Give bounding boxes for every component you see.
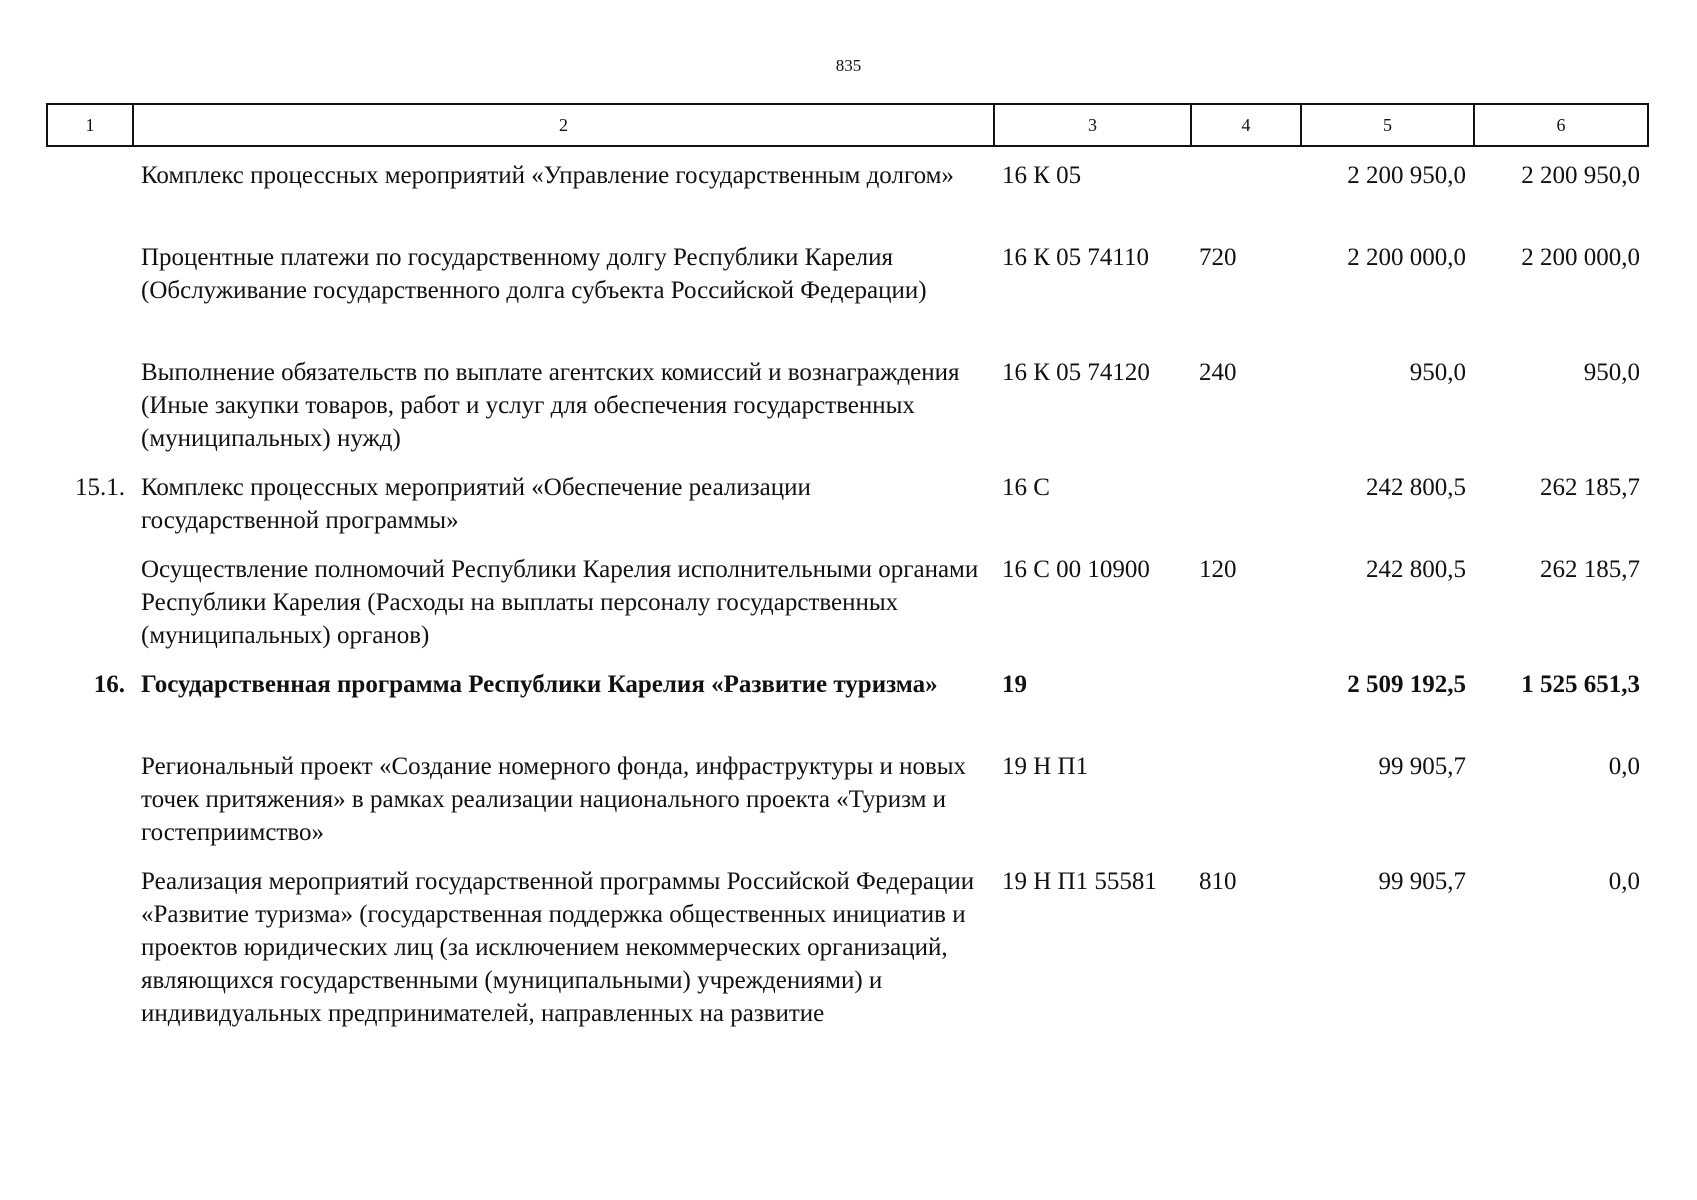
row-sum-1: 2 200 950,0 [1347,162,1466,189]
row-expense-type: 120 [1199,556,1237,583]
row-code: 19 [1002,671,1027,698]
row-code: 16 С 00 10900 [1002,556,1150,583]
row-sum-2: 262 185,7 [1540,474,1640,501]
row-number [47,541,133,656]
row-sum-1: 950,0 [1409,359,1466,386]
header-col-4: 4 [1191,104,1301,146]
row-number [47,853,133,1061]
row-number [47,229,133,344]
header-col-3: 3 [994,104,1191,146]
row-code: 16 К 05 74110 [1002,244,1149,271]
row-code: 16 С [1002,474,1050,501]
row-number: 16. [93,671,125,698]
row-sum-1: 99 905,7 [1378,753,1466,780]
row-sum-1: 242 800,5 [1366,474,1466,501]
row-expense-type: 720 [1199,244,1237,271]
row-code: 19 Н П1 [1002,753,1089,780]
row-expense-type [1191,656,1301,738]
row-sum-2: 1 525 651,3 [1521,671,1640,698]
row-number: 15.1. [75,474,125,501]
table-row [47,344,1648,459]
row-sum-1: 2 200 000,0 [1347,244,1466,271]
row-name: Реализация мероприятий государственной программы Российской Федерации «Развитие туризма» (государственная поддержка общественных инициатив и проектов юридических лиц (за исключением некоммерческих организаций, являющихся государственными (муниципальными) учреждениями) и индивидуальных предпринимателей, направленных на развитие [141,868,975,1027]
table-row-program [47,656,1648,738]
row-expense-type: 810 [1199,868,1237,895]
table-row [47,853,1648,1061]
row-code: 16 К 05 [1002,162,1082,189]
table-row [47,229,1648,344]
table-body [47,146,1648,1061]
row-name: Государственная программа Республики Карелия «Развитие туризма» [141,671,938,698]
row-sum-2: 0,0 [1608,868,1640,895]
budget-table [46,103,1649,1061]
row-number [47,738,133,853]
header-col-1: 1 [47,104,133,146]
row-code: 19 Н П1 55581 [1002,868,1157,895]
header-row [47,104,1648,146]
header-col-2: 2 [133,104,994,146]
table-row [47,541,1648,656]
row-expense-type [1191,146,1301,229]
row-sum-2: 262 185,7 [1540,556,1640,583]
page-number: 835 [835,56,862,75]
row-expense-type [1191,738,1301,853]
table-row [47,738,1648,853]
row-sum-2: 2 200 000,0 [1521,244,1640,271]
row-name: Комплекс процессных мероприятий «Обеспечение реализации государственной программы» [141,474,811,534]
row-name: Выполнение обязательств по выплате агентских комиссий и вознаграждения (Иные закупки товаров, работ и услуг для обеспечения государственных (муниципальных) нужд) [141,359,960,452]
row-sum-2: 2 200 950,0 [1521,162,1640,189]
row-number [47,146,133,229]
row-name: Региональный проект «Создание номерного фонда, инфраструктуры и новых точек притяжения» в рамках реализации национального проекта «Туризм и гостеприимство» [141,753,967,846]
row-sum-1: 242 800,5 [1366,556,1466,583]
header-col-5: 5 [1301,104,1474,146]
row-name: Осуществление полномочий Республики Карелия исполнительными органами Республики Карелия (Расходы на выплаты персоналу государственных (муниципальных) органов) [141,556,979,649]
row-code: 16 К 05 74120 [1002,359,1150,386]
table-header [47,104,1648,146]
row-sum-1: 99 905,7 [1378,868,1466,895]
row-expense-type: 240 [1199,359,1237,386]
row-sum-2: 0,0 [1608,753,1640,780]
row-name: Комплекс процессных мероприятий «Управление государственным долгом» [141,162,954,189]
row-sum-1: 2 509 192,5 [1347,671,1466,698]
row-expense-type [1191,459,1301,541]
table-row [47,459,1648,541]
row-name: Процентные платежи по государственному долгу Республики Карелия (Обслуживание государственного долга субъекта Российской Федерации) [141,244,927,304]
header-col-6: 6 [1474,104,1648,146]
row-sum-2: 950,0 [1583,359,1640,386]
row-number [47,344,133,459]
table-row [47,146,1648,229]
